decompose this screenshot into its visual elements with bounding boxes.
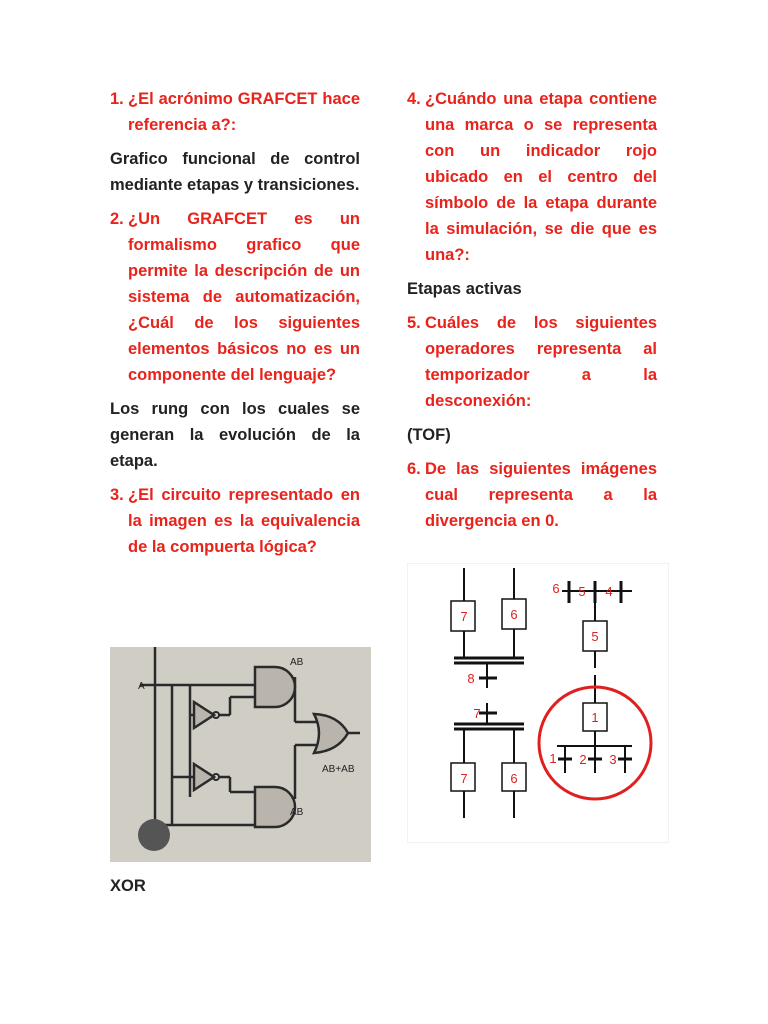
question-2: 2. ¿Un GRAFCET es un formalismo grafico que permite la descripción de un sistema de automatización, ¿Cuál de los siguientes elementos básicos no es un componente del lenguaje? bbox=[110, 210, 360, 384]
d2-label-step-top: 6 bbox=[552, 581, 560, 596]
d2-label-step-bottom: 5 bbox=[591, 629, 599, 644]
d4-label-t2: 2 bbox=[579, 752, 587, 767]
d4-label-t1: 1 bbox=[549, 751, 557, 766]
and-gate-bottom bbox=[255, 787, 295, 827]
d1-label-transition: 8 bbox=[467, 671, 475, 686]
question-4: 4. ¿Cuándo una etapa contiene una marca o se representa con un indicador rojo ubicado en el centro del símbolo de la etapa durante la simulación, se die que es una?: bbox=[407, 90, 657, 264]
d3-label-transition: 7 bbox=[473, 706, 481, 721]
question-6-text: De las siguientes imágenes cual representa a la divergencia en 0. bbox=[425, 460, 657, 530]
question-1: 1. ¿El acrónimo GRAFCET hace referencia a?: bbox=[110, 90, 360, 134]
label-output-bottom: AB bbox=[290, 807, 304, 818]
answer-3: XOR bbox=[110, 877, 146, 895]
d4-label-step: 1 bbox=[591, 710, 599, 725]
grafcet-options-image bbox=[407, 563, 669, 843]
label-output-top: AB bbox=[290, 657, 304, 668]
right-column bbox=[407, 86, 657, 542]
d1-label-step-left: 7 bbox=[460, 609, 468, 624]
d1-label-step-right: 6 bbox=[510, 607, 518, 622]
input-b-blob bbox=[138, 819, 170, 851]
answer-5: (TOF) bbox=[407, 426, 451, 444]
question-5: 5. Cuáles de los siguientes operadores representa al temporizador a la desconexión: bbox=[407, 314, 657, 410]
answer-2: Los rung con los cuales se generan la evolución de la etapa. bbox=[110, 400, 360, 470]
d2-label-t2: 4 bbox=[605, 584, 613, 599]
question-4-text: ¿Cuándo una etapa contiene una marca o se representa con un indicador rojo ubicado en el centro del símbolo de la etapa durante la simulación, se die que es una?: bbox=[425, 90, 657, 264]
d4-label-t3: 3 bbox=[609, 752, 617, 767]
question-1-text: ¿El acrónimo GRAFCET hace referencia a?: bbox=[128, 90, 360, 134]
question-3: 3. ¿El circuito representado en la imagen es la equivalencia de la compuerta lógica? bbox=[110, 486, 360, 556]
d3-label-step-left: 7 bbox=[460, 771, 468, 786]
answer-4: Etapas activas bbox=[407, 280, 522, 298]
left-column bbox=[110, 86, 360, 568]
question-3-text: ¿El circuito representado en la imagen es la equivalencia de la compuerta lógica? bbox=[128, 486, 360, 556]
logic-circuit-image bbox=[110, 647, 371, 862]
answer-1: Grafico funcional de control mediante etapas y transiciones. bbox=[110, 150, 360, 194]
question-2-text: ¿Un GRAFCET es un formalismo grafico que permite la descripción de un sistema de automatización, ¿Cuál de los siguientes elementos básicos no es un componente del lenguaje? bbox=[128, 210, 360, 384]
d2-label-t1: 5 bbox=[578, 584, 586, 599]
question-5-text: Cuáles de los siguientes operadores representa al temporizador a la desconexión: bbox=[425, 314, 657, 410]
label-output-xor: AB+AB bbox=[322, 764, 355, 775]
label-input-a: A bbox=[138, 681, 145, 692]
and-gate-top bbox=[255, 667, 295, 707]
d3-label-step-right: 6 bbox=[510, 771, 518, 786]
question-6: 6. De las siguientes imágenes cual representa a la divergencia en 0. bbox=[407, 460, 657, 530]
